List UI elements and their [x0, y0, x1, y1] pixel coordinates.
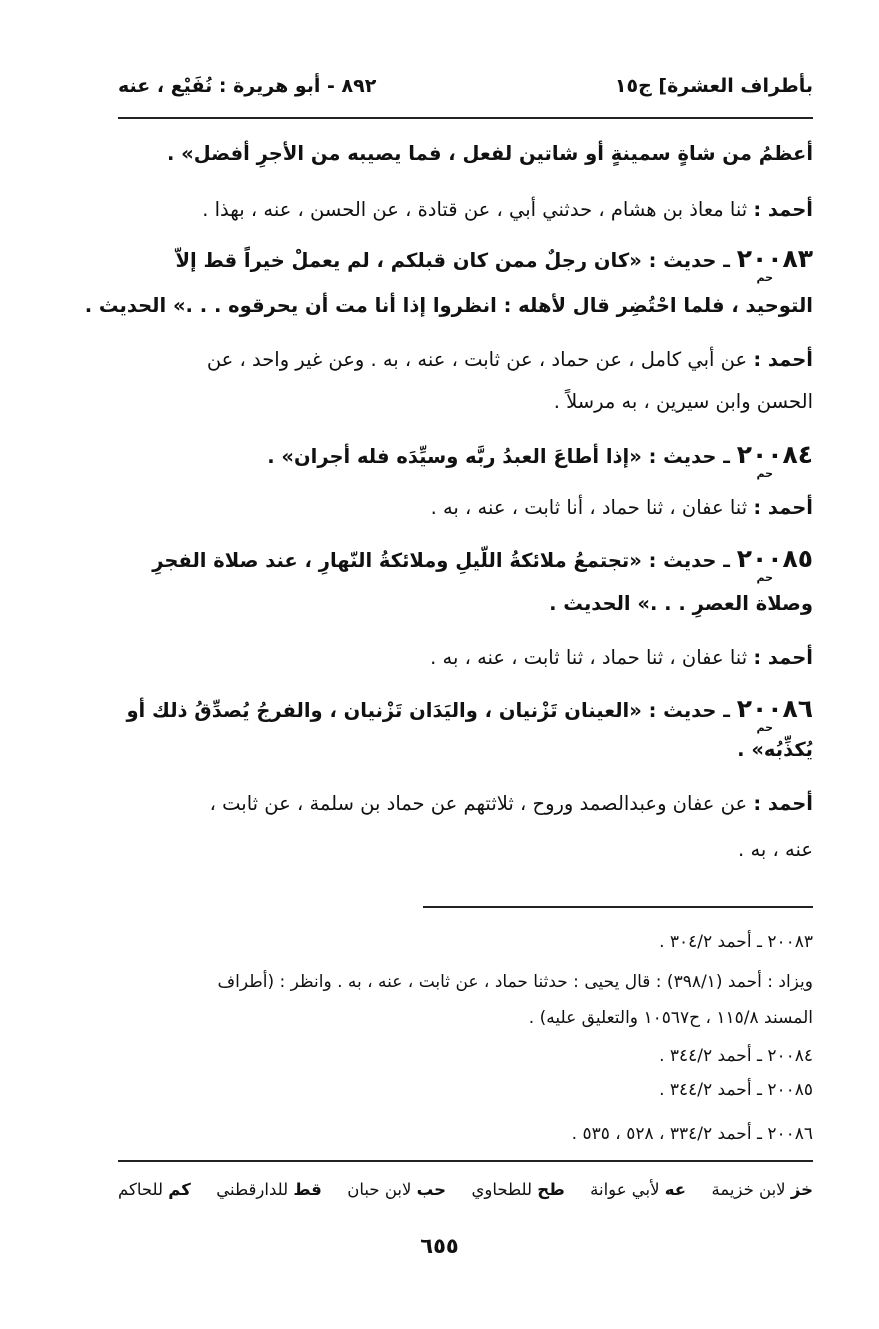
header-section-title: ٨٩٢ - أبو هريرة : نُفَيْع ، عنه: [118, 75, 377, 97]
footnote-line: ٢٠٠٨٤ ـ أحمد ٣٤٤/٢ .: [659, 1046, 813, 1066]
hadith-20086-line1: ٢٠٠٨٦ ـ حديث : «العينان تَزْنيان ، واليَدَان تَزْنيان ، والفرجُ يُصدِّقُ ذلك أو: [126, 694, 813, 723]
footnote-divider: [423, 906, 813, 908]
chain-line: أحمد : عن أبي كامل ، عن حماد ، عن ثابت ، عنه ، به . وعن غير واحد ، عن: [206, 348, 813, 371]
chain-line: أحمد : ثنا عفان ، ثنا حماد ، أنا ثابت ، عنه ، به .: [430, 496, 813, 519]
footnote-line: ٢٠٠٨٥ ـ أحمد ٣٤٤/٢ .: [659, 1080, 813, 1100]
header-divider: [118, 117, 813, 119]
abbreviation-key: [118, 1170, 813, 1208]
header-book-title: بأطراف العشرة] ج١٥: [614, 75, 813, 97]
abbreviation-item: طح للطحاوي: [471, 1179, 565, 1199]
source-mark: حم: [756, 571, 773, 584]
abbreviation-item: كم للحاكم: [118, 1179, 191, 1199]
abbreviation-divider: [118, 1160, 813, 1162]
hadith-20085-line1: ٢٠٠٨٥ ـ حديث : «تجتمعُ ملائكةُ اللّيلِ وملائكةُ النّهارِ ، عند صلاة الفجرِ: [152, 544, 813, 573]
footnote-line: ٢٠٠٨٦ ـ أحمد ٣٣٤/٢ ، ٥٢٨ ، ٥٣٥ .: [571, 1124, 813, 1144]
hadith-20086-line2: يُكذِّبُه» .: [737, 738, 813, 761]
page-number: ٦٥٥: [420, 1234, 459, 1258]
hadith-20083-line1: ٢٠٠٨٣ ـ حديث : «كان رجلٌ ممن كان قبلكم ، لم يعملْ خيراً قط إلاّ: [175, 244, 813, 273]
hadith-number: ٢٠٠٨٤: [736, 440, 813, 469]
hadith-20083-line2: التوحيد ، فلما احْتُضِر قال لأهله : انظروا إذا أنا مت أن يحرقوه . . .» الحديث .: [84, 294, 813, 317]
chain-line: أحمد : عن عفان وعبدالصمد وروح ، ثلاثتهم عن حماد بن سلمة ، عن ثابت ،: [209, 792, 813, 815]
text-line: أعظمُ من شاةٍ سمينةٍ أو شاتين لفعل ، فما يصيبه من الأجرِ أفضل» .: [166, 142, 813, 165]
footnote-line: ٢٠٠٨٣ ـ أحمد ٣٠٤/٢ .: [659, 932, 813, 952]
abbreviation-item: عه لأبي عوانة: [590, 1179, 687, 1199]
hadith-number: ٢٠٠٨٦: [736, 694, 813, 723]
source-mark: حم: [756, 721, 773, 734]
hadith-number: ٢٠٠٨٣: [736, 244, 813, 273]
hadith-number: ٢٠٠٨٥: [736, 544, 813, 573]
running-header: [118, 66, 813, 106]
hadith-20085-line2: وصلاة العصرِ . . .» الحديث .: [549, 592, 813, 615]
chain-line: أحمد : ثنا عفان ، ثنا حماد ، ثنا ثابت ، عنه ، به .: [430, 646, 813, 669]
hadith-20084-line1: ٢٠٠٨٤ ـ حديث : «إذا أطاعَ العبدُ ربَّه وسيِّدَه فله أجران» .: [267, 440, 813, 469]
chain-line: الحسن وابن سيرين ، به مرسلاً .: [553, 390, 813, 413]
source-mark: حم: [756, 467, 773, 480]
source-mark: حم: [756, 271, 773, 284]
chain-line: أحمد : ثنا معاذ بن هشام ، حدثني أبي ، عن قتادة ، عن الحسن ، عنه ، بهذا .: [202, 198, 813, 221]
footnote-line: المسند ١١٥/٨ ، ح١٠٥٦٧ والتعليق عليه) .: [528, 1008, 813, 1028]
abbreviation-item: خز لابن خزيمة: [711, 1179, 813, 1199]
abbreviation-item: حب لابن حبان: [347, 1179, 447, 1199]
chain-line: عنه ، به .: [738, 838, 813, 861]
footnote-line: ويزاد : أحمد (٣٩٨/١) : قال يحيى : حدثنا حماد ، عن ثابت ، عنه ، به . وانظر : (أطراف: [217, 972, 813, 992]
abbreviation-item: قط للدارقطني: [216, 1179, 322, 1199]
